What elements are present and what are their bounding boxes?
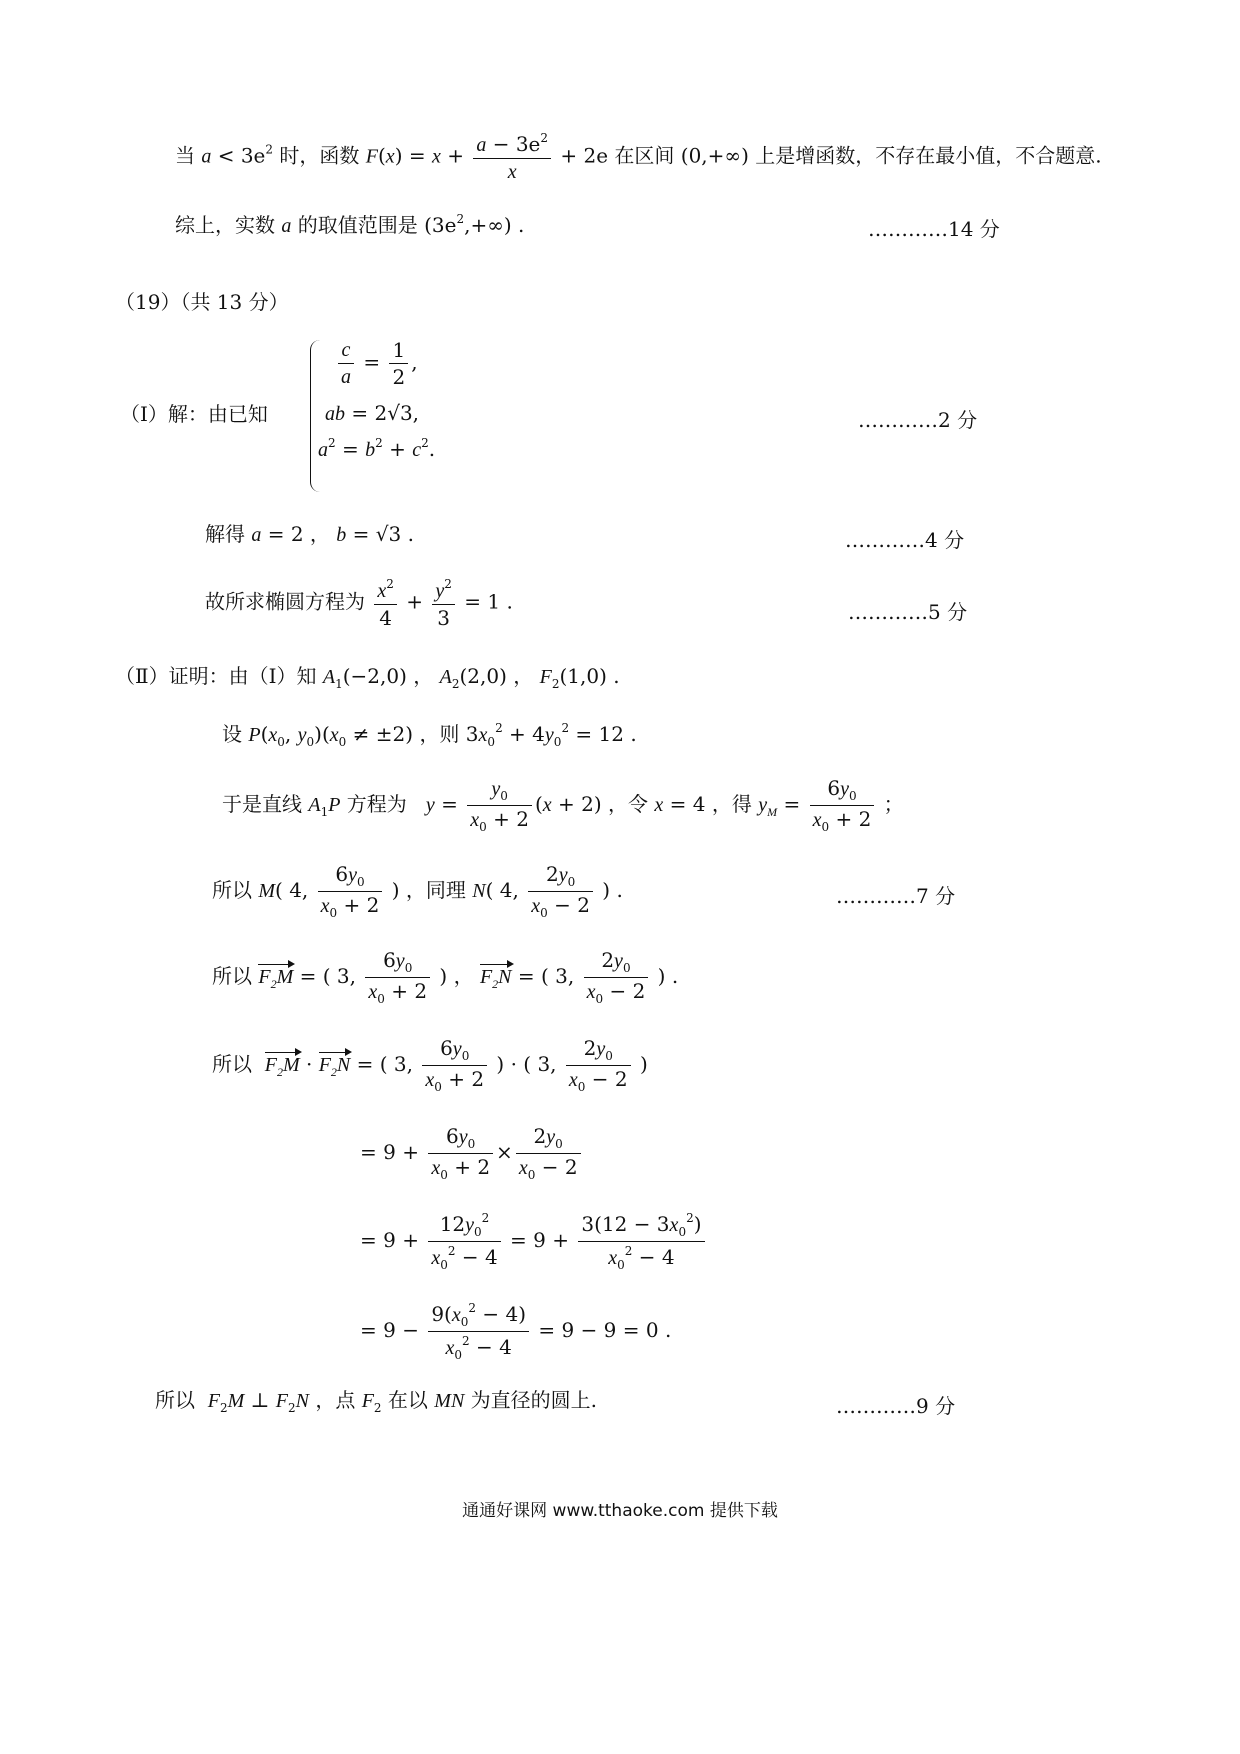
set-p-line: 设 $P(x_0$, $y_0)(x_0 \ne \pm 2)$ ，则 $3x_0^2 + 4y_0^2 = 12$ . — [222, 721, 637, 749]
score-4: …………4 分 — [845, 528, 965, 552]
final-text-3: 在以 — [387, 1388, 428, 1412]
solve-line: 解得 a = 2 ， b = √3 . — [205, 522, 414, 546]
part2-label: （Ⅱ）证明：由（Ⅰ）知 — [115, 664, 317, 688]
line-ap-text-2: 方程为 — [346, 792, 407, 816]
system-eq-1: $\frac{c}{a}$ = $\frac{1}{2}$ , — [335, 340, 418, 387]
score-9: …………9 分 — [836, 1394, 956, 1418]
vector-f2m: $F_2M$ — [258, 966, 294, 991]
calc-step-1: = 9 + $\frac{6y_0}{x_0 + 2}$ × $\frac{2y_0}{x_0 - 2}$ — [360, 1126, 584, 1181]
final-line: 所以 $F_2M$ ⊥ $F_2N$ ，点 $F_2$ 在以 MN 为直径的圆上. — [155, 1388, 597, 1415]
case-text-4: 上是增函数，不存在最小值，不合题意. — [755, 143, 1102, 168]
page-footer: 通通好课网 www.tthaoke.com 提供下载 — [462, 1501, 778, 1521]
mn-coords-line: 所以 M( 4, $\frac{6y_0}{x_0 + 2}$ ) ，同理 N( 4, $\frac{2y_0}{x_0 - 2}$ ) . — [212, 862, 623, 920]
case-text-1: 当 — [175, 143, 195, 168]
final-text-4: 为直径的圆上. — [470, 1388, 597, 1412]
final-text-2: ，点 — [315, 1388, 356, 1412]
conclusion-text: 综上，实数 — [175, 213, 275, 237]
so-text-3: 所以 — [212, 1052, 252, 1076]
score-2: …………2 分 — [858, 408, 978, 432]
system-brace — [310, 340, 321, 492]
fraction-a-3e2-over-x: $\frac{a - 3e^2}{x}$ — [473, 132, 551, 182]
score-14: …………14 分 — [868, 217, 1000, 241]
calc-step-2: = 9 + $\frac{12y_0^2}{x_0^2 - 4}$ = 9 + $\frac{3(12 - 3x_0^2)}{x_0^2 - 4}$ — [360, 1212, 708, 1271]
case-line: 当 $a < 3e^2$ 时，函数 F(x) = x + $\frac{a - 3e^2}{x}$ + 2e 在区间 (0,+∞) 上是增函数，不存在最小值，不合题意. — [175, 131, 1102, 183]
final-text: 所以 — [155, 1388, 195, 1412]
line-ap-text-3: ，令 — [608, 792, 649, 816]
calc-step-3: = 9 − $\frac{9(x_0^2 - 4)}{x_0^2 - 4}$ = 9 − 9 = 0 . — [360, 1301, 672, 1362]
part2-line: （Ⅱ）证明：由（Ⅰ）知 $A_1(-2,0)$ ， $A_2(2,0)$ ， $F_2(1,0)$ . — [115, 664, 620, 691]
system-eq-2: ab = 2√3, — [325, 401, 420, 425]
line-ap-text-4: ，得 — [711, 792, 752, 816]
math-fx: F — [365, 145, 378, 168]
conclusion-line: 综上，实数 a 的取值范围是 $(3e^2,+\infty)$ . — [175, 212, 525, 237]
case-text-3: 在区间 — [614, 143, 675, 168]
same-text: ，同理 — [405, 878, 466, 902]
line-ap: 于是直线 $A_1P$ 方程为 y = $\frac{y_0}{x_0 + 2}$ (x + 2) ，令 x = 4 ，得 $y_M$ = $\frac{6y_0}{x_0 + 2}$ ； — [222, 776, 904, 834]
line-ap-text: 于是直线 — [222, 792, 302, 816]
so-text-2: 所以 — [212, 964, 252, 988]
ellipse-text: 故所求椭圆方程为 — [205, 589, 365, 614]
part1-label: （Ⅰ）解：由已知 — [120, 402, 268, 426]
dot-product-line: 所以 $F_2M \cdot F_2N$ = ( 3, $\frac{6y_0}{x_0 + 2}$ ) · ( 3, $\frac{2y_0}{x_0 - 2}$ ) — [212, 1036, 648, 1094]
so-text: 所以 — [212, 878, 252, 902]
vectors-line: 所以 $F_2M$ = ( 3, $\frac{6y_0}{x_0 + 2}$ ) ， $F_2N$ = ( 3, $\frac{2y_0}{x_0 - 2}$ ) . — [212, 948, 679, 1006]
ellipse-line: 故所求椭圆方程为 $\frac{x^2}{4}$ + $\frac{y^2}{3}$ = 1 . — [205, 577, 513, 630]
case-text-2: 时，函数 — [279, 143, 360, 168]
vector-f2n: $F_2N$ — [479, 966, 512, 991]
math-a-lt-3e2: a — [201, 145, 212, 168]
section-19-header: （19）（共 13 分） — [115, 290, 289, 314]
score-5: …………5 分 — [848, 600, 968, 624]
conclusion-text-2: 的取值范围是 — [297, 213, 418, 237]
score-7: …………7 分 — [836, 884, 956, 908]
set-p-text: 设 — [222, 722, 242, 746]
set-p-text-2: ，则 — [419, 722, 460, 746]
solve-text: 解得 — [205, 522, 245, 546]
system-eq-3: $a^2 = b^2 + c^2$. — [318, 436, 436, 461]
